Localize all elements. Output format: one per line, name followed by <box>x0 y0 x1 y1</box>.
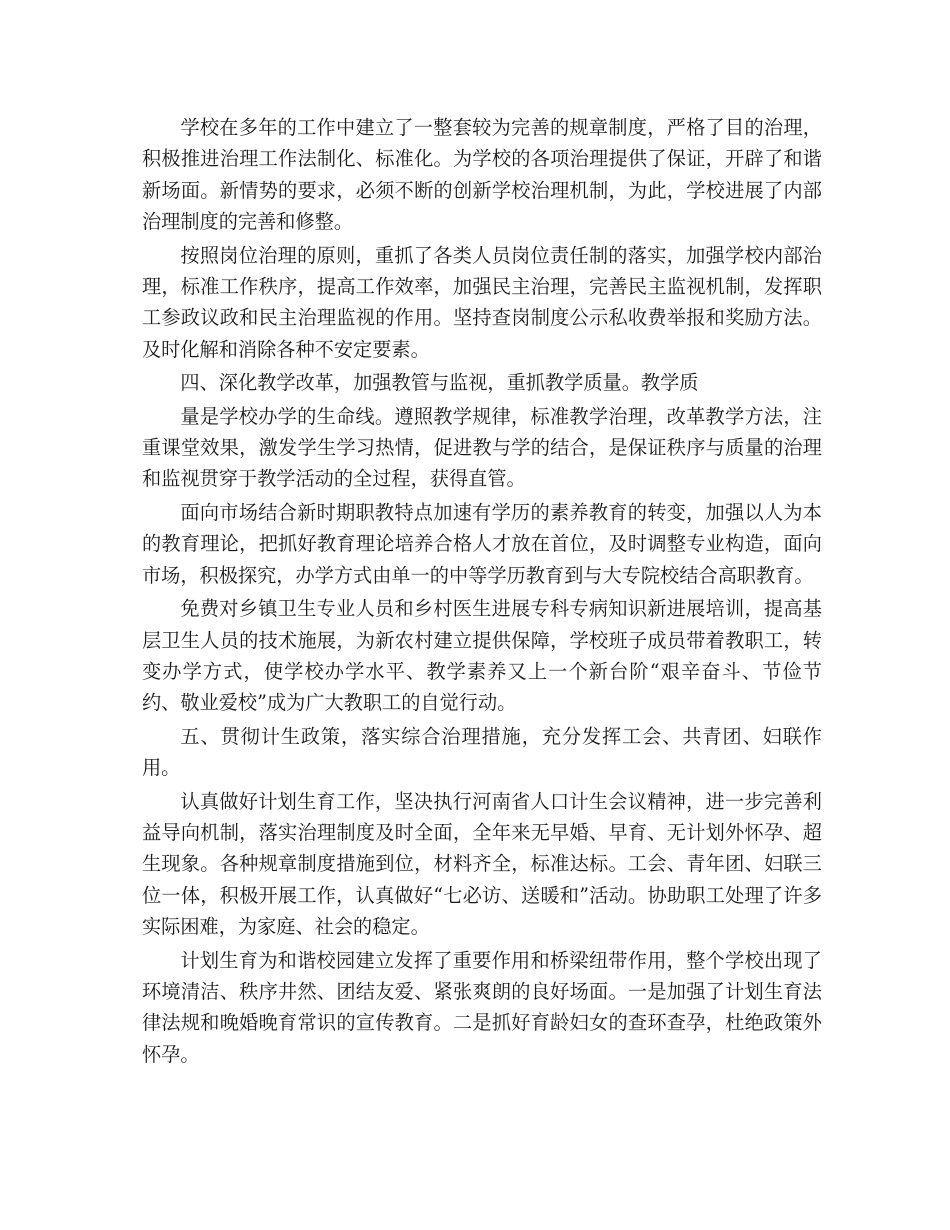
paragraph-3-heading: 四、深化教学改革，加强教管与监视，重抓教学质量。教学质 <box>180 371 699 395</box>
paragraph-5: 面向市场结合新时期职教特点加速有学历的素养教育的转变，加强以人为本的教育理论，把抓好教育理论培养合格人才放在首位，及时调整专业构造，面向市场，积极探究，办学方式由单一的中等学历教育到与大专院校结合高职教育。 <box>142 500 822 587</box>
paragraph-7-heading: 五、贯彻计生政策，落实综合治理措施，充分发挥工会、共青团、妇联作用。 <box>142 724 822 780</box>
paragraph-8: 认真做好计划生育工作，坚决执行河南省人口计生会议精神，进一步完善利益导向机制，落实治理制度及时全面，全年来无早婚、早育、无计划外怀孕、超生现象。各种规章制度措施到位，材料齐全，标准达标。工会、青年团、妇联三位一体，积极开展工作，认真做好“七必访、送暖和”活动。协助职工处理了许多实际困难，为家庭、社会的稳定。 <box>142 789 822 939</box>
paragraph-4: 量是学校办学的生命线。遵照教学规律，标准教学治理，改革教学方法，注重课堂效果，激发学生学习热情，促进教与学的结合，是保证秩序与质量的治理和监视贯穿于教学活动的全过程，获得直管。 <box>142 404 822 491</box>
document-body <box>142 112 822 1072</box>
paragraph-6: 免费对乡镇卫生专业人员和乡村医生进展专科专病知识新进展培训，提高基层卫生人员的技术施展，为新农村建立提供保障，学校班子成员带着教职工，转变办学方式，使学校办学水平、教学素养又上一个新台阶“艰辛奋斗、节俭节约、敬业爱校”成为广大教职工的自觉行动。 <box>142 597 822 715</box>
paragraph-2: 按照岗位治理的原则，重抓了各类人员岗位责任制的落实，加强学校内部治理，标准工作秩序，提高工作效率，加强民主治理，完善民主监视机制，发挥职工参政议政和民主治理监视的作用。坚持查岗制度公示私收费举报和奖励方法。及时化解和消除各种不安定要素。 <box>142 243 822 361</box>
paragraph-1: 学校在多年的工作中建立了一整套较为完善的规章制度，严格了目的治理，积极推进治理工作法制化、标准化。为学校的各项治理提供了保证，开辟了和谐新场面。新情势的要求，必须不断的创新学校治理机制，为此，学校进展了内部治理制度的完善和修整。 <box>142 116 822 234</box>
paragraph-9: 计划生育为和谐校园建立发挥了重要作用和桥梁纽带作用，整个学校出现了环境清洁、秩序井然、团结友爱、紧张爽朗的良好场面。一是加强了计划生育法律法规和晚婚晚育常识的宣传教育。二是抓好育龄妇女的查环查孕，杜绝政策外怀孕。 <box>142 948 822 1066</box>
